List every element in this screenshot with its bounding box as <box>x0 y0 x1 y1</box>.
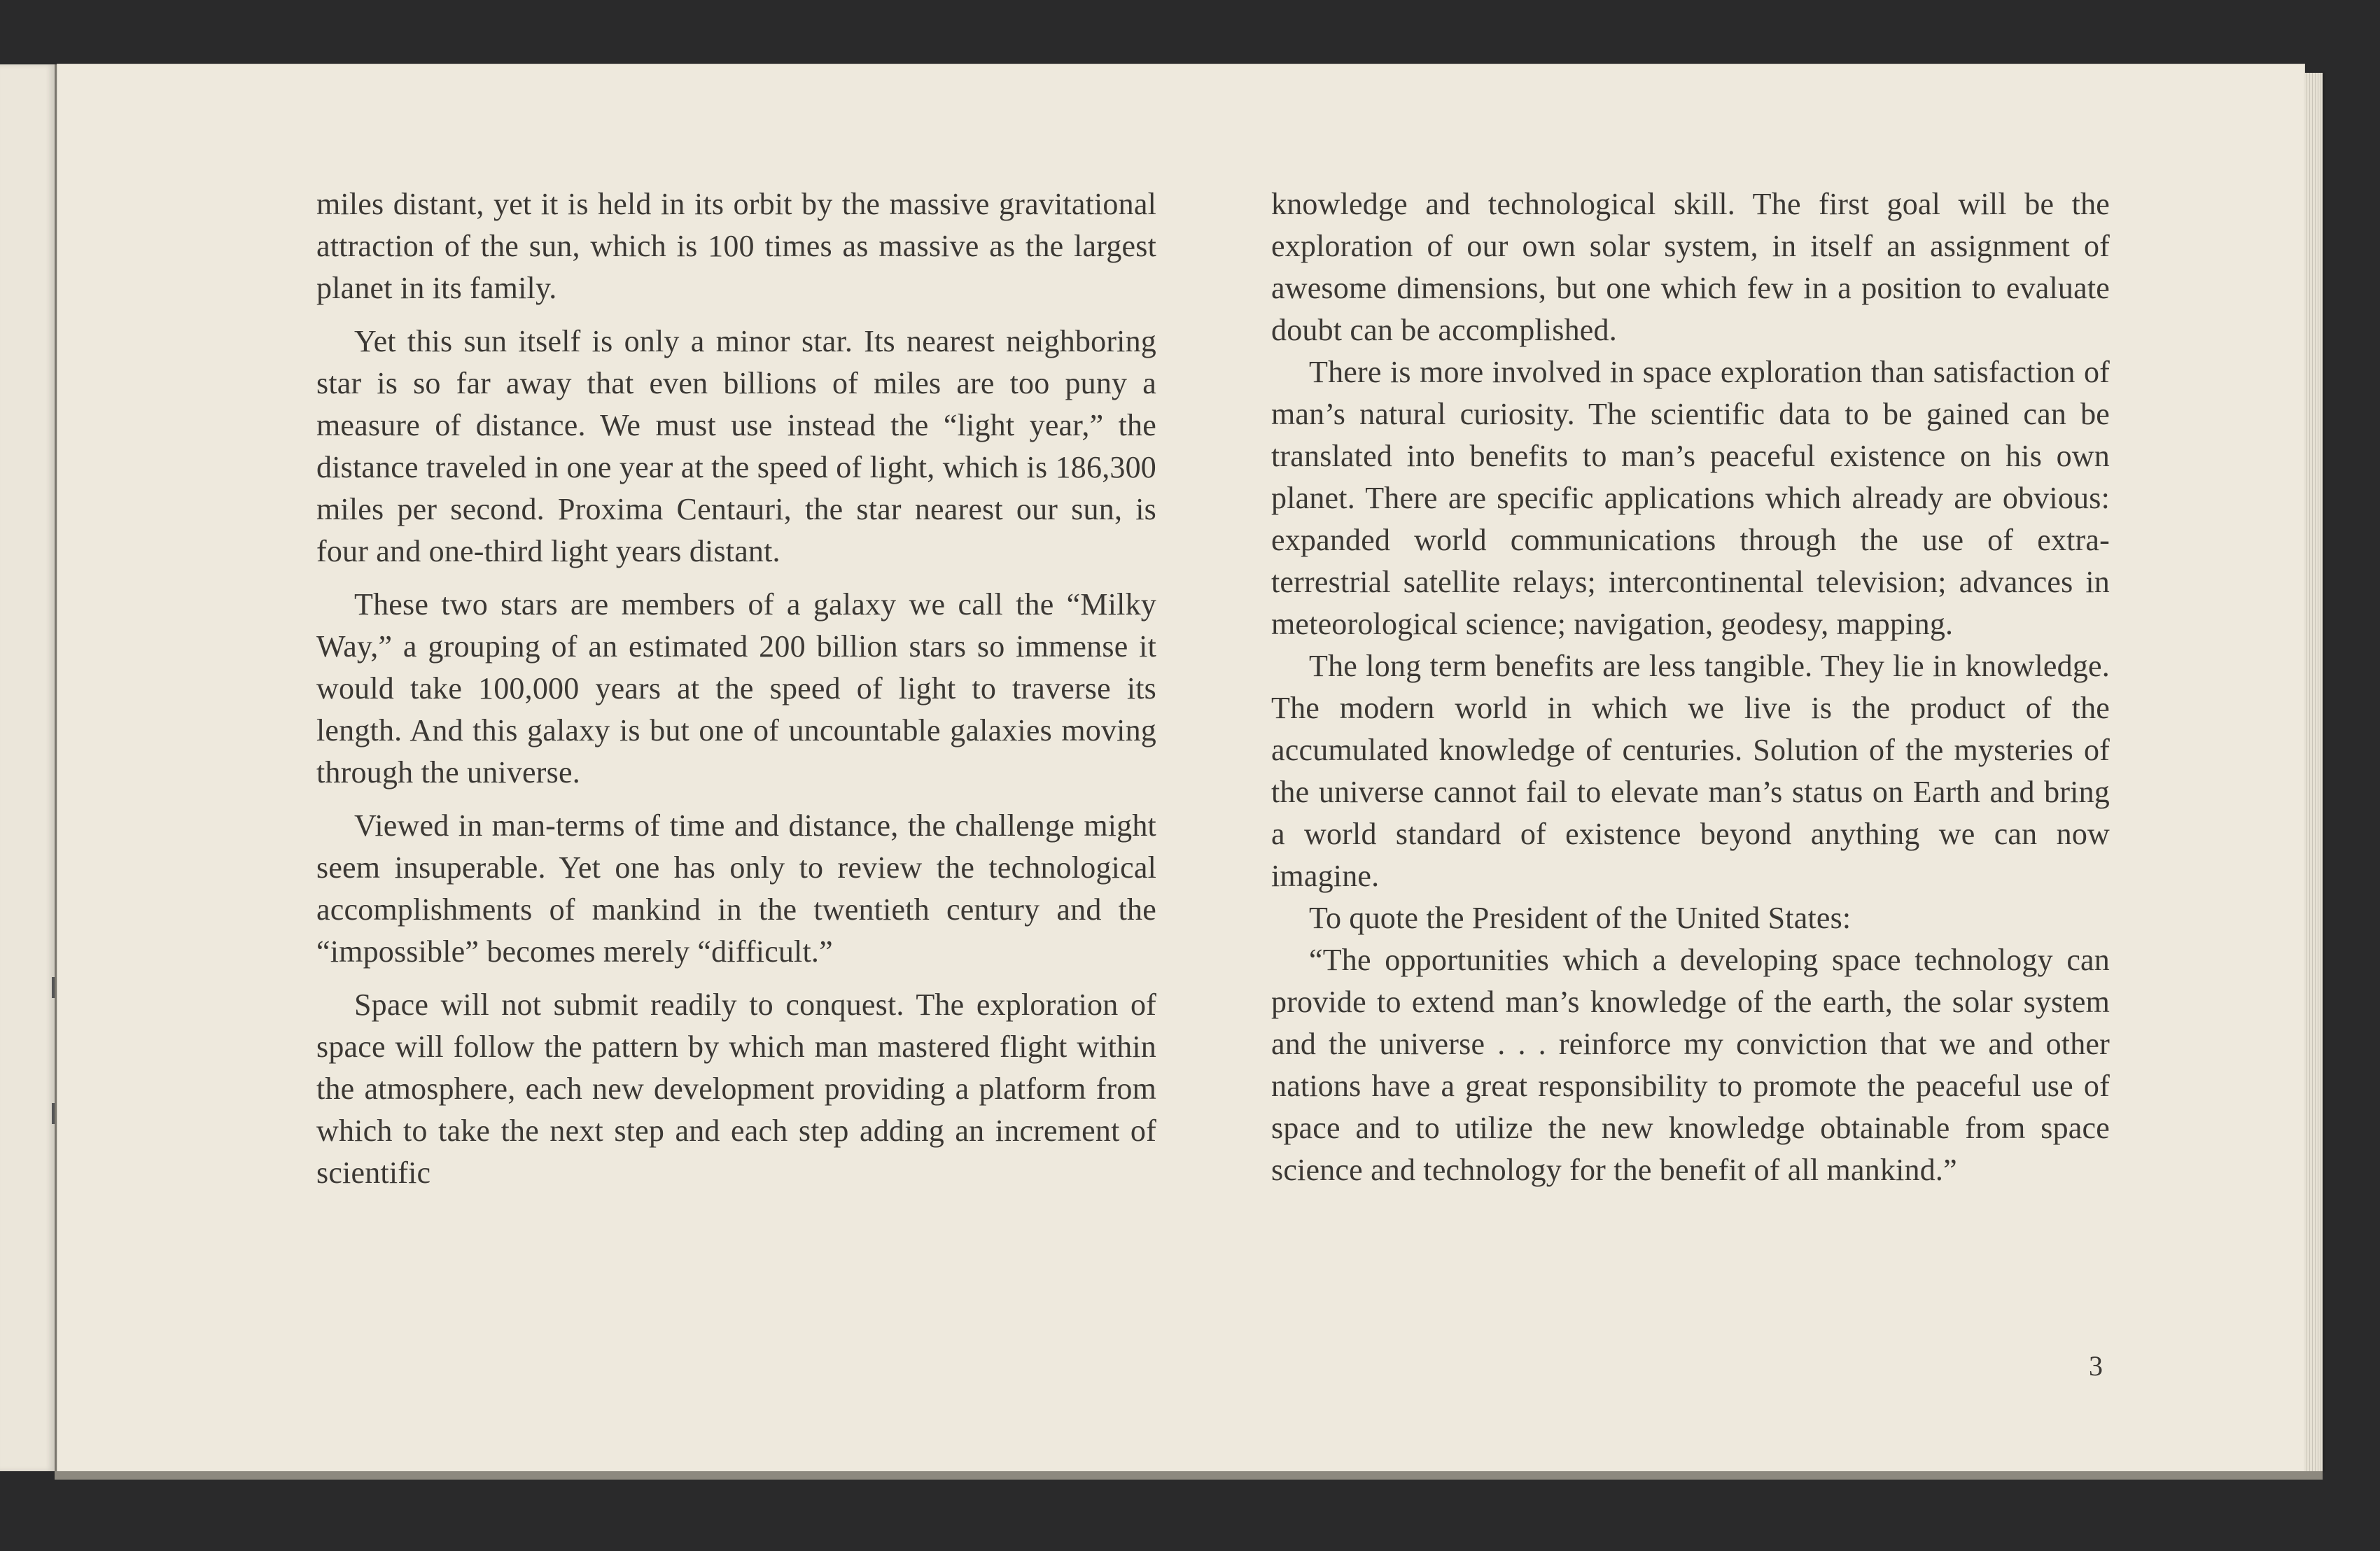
binding-mark <box>52 1103 55 1124</box>
paragraph: To quote the President of the United States: <box>1309 901 1851 935</box>
right-text-column <box>1271 183 2110 1191</box>
page-edge-stack <box>2304 73 2323 1471</box>
paragraph: Space will not submit readily to conquest. The exploration of space will follow the pattern by which man mastered flight within the atmosphere, each new development providing a platform from which to take the next step and each step adding an increment of scientific <box>316 988 1156 1190</box>
paragraph: Yet this sun itself is only a minor star. Its nearest neighboring star is so far away that even billions of miles are too puny a measure of distance. We must use instead the “light year,” the distance traveled in one year at the speed of light, which is 186,300 miles per second. Proxima Centauri, the star nearest our sun, is four and one-third light years distant. <box>316 324 1156 568</box>
paragraph: These two stars are members of a galaxy we call the “Milky Way,” a grouping of an estimated 200 billion stars so immense it would take 100,000 years at the speed of light to traverse its length. And this galaxy is but one of uncountable galaxies moving through the universe. <box>316 587 1156 789</box>
paragraph: “The opportunities which a developing space technology can provide to extend man’s knowledge of the earth, the solar system and the universe . . . reinforce my conviction that we and other nations have a great responsibility to promote the peaceful use of space and to utilize the new knowledge obtainable from space science and technology for the benefit of all mankind.” <box>1271 943 2110 1187</box>
page-number: 3 <box>2089 1350 2103 1382</box>
paragraph: knowledge and technological skill. The first goal will be the exploration of our own solar system, in itself an assignment of awesome dimensions, but one which few in a position to evaluate doubt can be accomplished. <box>1271 187 2110 347</box>
binding-mark <box>52 977 55 998</box>
paragraph: miles distant, yet it is held in its orbit by the massive gravitational attraction of the sun, which is 100 times as massive as the largest planet in its family. <box>316 187 1156 305</box>
paragraph: There is more involved in space exploration than satisfaction of man’s natural curiosity. The scientific data to be gained can be translated into benefits to man’s peaceful existence on his own planet. There are specific applications which already are obvious: expanded world communications through the use of extra-terrestrial satellite relays; intercontinental television; advances in meteorological science; navigation, geodesy, mapping. <box>1271 355 2110 641</box>
left-text-column <box>316 183 1156 1205</box>
paragraph: Viewed in man-terms of time and distance, the challenge might seem insuperable. Yet one has only to review the technological accomplishments of mankind in the twentieth century and the “impossible” becomes merely “difficult.” <box>316 808 1156 969</box>
page-bottom-edge <box>55 1471 2323 1480</box>
facing-page-edge <box>0 64 57 1471</box>
paragraph: The long term benefits are less tangible. They lie in knowledge. The modern world in which we live is the product of the accumulated knowledge of centuries. Solution of the mysteries of the universe cannot fail to elevate man’s status on Earth and bring a world standard of existence beyond anything we can now imagine. <box>1271 649 2110 893</box>
